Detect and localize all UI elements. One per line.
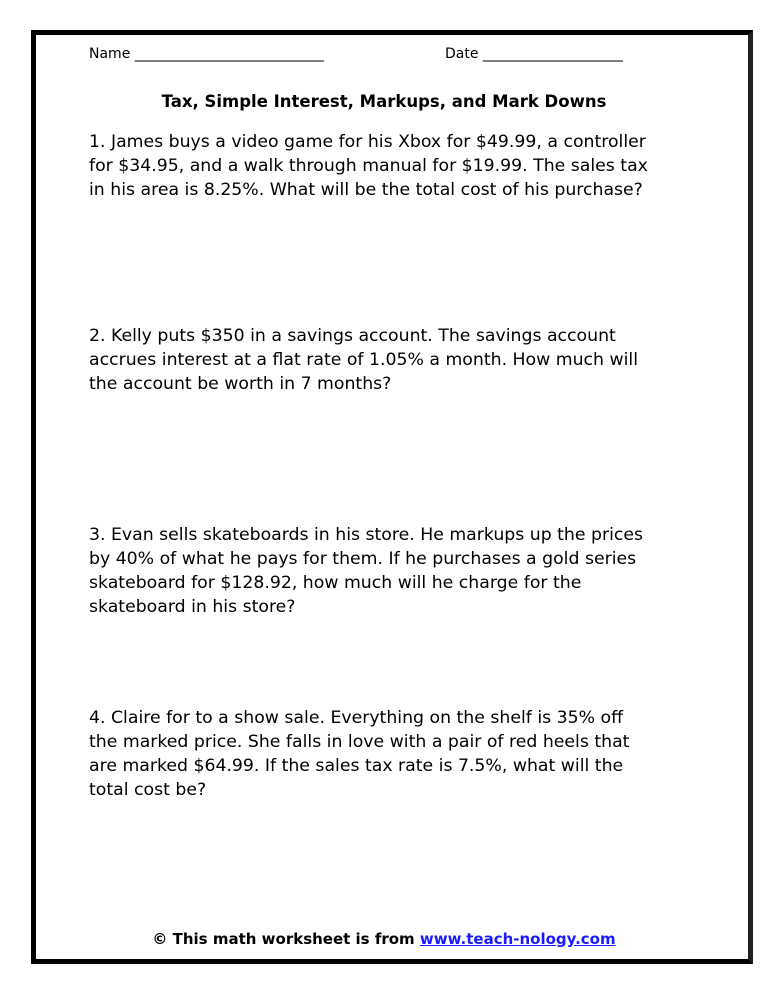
problem-line: 2. Kelly puts $350 in a savings account. The savings account bbox=[89, 326, 616, 346]
problem-line: 3. Evan sells skateboards in his store. He markups up the prices bbox=[89, 525, 644, 545]
problem-4 bbox=[89, 706, 629, 802]
problem-line: in his area is 8.25%. What will be the total cost of his purchase? bbox=[89, 180, 643, 200]
problem-line: skateboard in his store? bbox=[89, 597, 296, 617]
problem-line: accrues interest at a flat rate of 1.05% a month. How much will bbox=[89, 350, 639, 370]
problem-line: the account be worth in 7 months? bbox=[89, 374, 392, 394]
problem-1 bbox=[89, 130, 648, 202]
problem-line: by 40% of what he pays for them. If he purchases a gold series bbox=[89, 549, 637, 569]
problem-line: 1. James buys a video game for his Xbox for $49.99, a controller bbox=[89, 132, 646, 152]
problem-line: skateboard for $128.92, how much will he charge for the bbox=[89, 573, 582, 593]
problem-2 bbox=[89, 324, 638, 396]
problem-line: 4. Claire for to a show sale. Everything on the shelf is 35% off bbox=[89, 708, 624, 728]
problem-line: total cost be? bbox=[89, 780, 207, 800]
worksheet-title: Tax, Simple Interest, Markups, and Mark Downs bbox=[161, 92, 607, 111]
problem-line: for $34.95, and a walk through manual for $19.99. The sales tax bbox=[89, 156, 648, 176]
name-field-label: Name ___________________________ bbox=[89, 46, 324, 62]
problem-3 bbox=[89, 523, 643, 619]
date-field-label: Date ____________________ bbox=[445, 46, 623, 62]
footer-text: © This math worksheet is from bbox=[152, 930, 420, 948]
teach-nology-link[interactable]: www.teach-nology.com bbox=[419, 930, 616, 948]
problem-line: are marked $64.99. If the sales tax rate is 7.5%, what will the bbox=[89, 756, 624, 776]
problem-line: the marked price. She falls in love with a pair of red heels that bbox=[89, 732, 630, 752]
footer-credit bbox=[0, 930, 768, 948]
